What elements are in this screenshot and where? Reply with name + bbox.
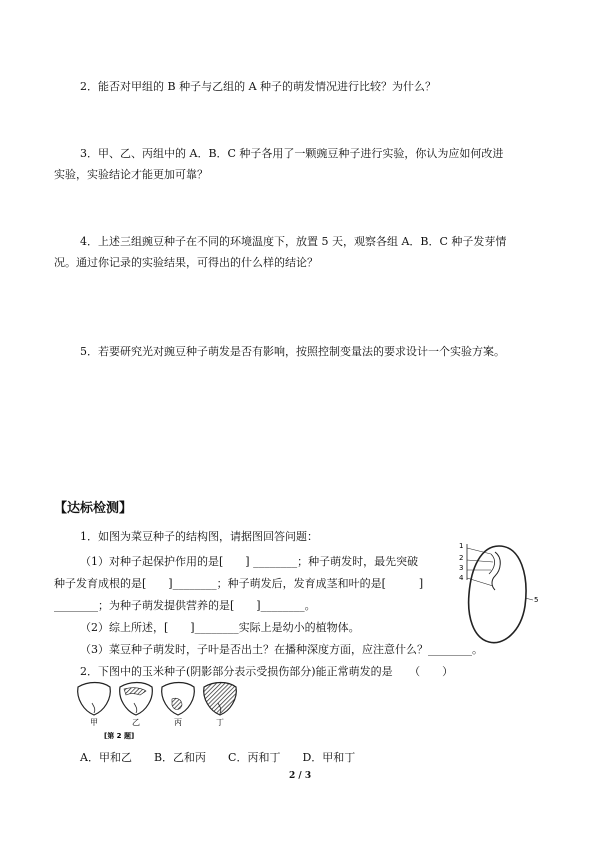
answer-options: A．甲和乙 B．乙和丙 C．丙和丁 D．甲和丁 — [80, 751, 356, 764]
check-item-1-intro: 1．如图为菜豆种子的结构图，请据图回答问题： — [80, 530, 318, 543]
bean-label-2: 2 — [459, 554, 464, 562]
corn-seed-yi — [120, 683, 153, 716]
check-item-1-line-5: （3）菜豆种子萌发时，子叶是否出土？在播种深度方面，应注意什么？________。 — [80, 643, 483, 656]
corn-seed-ding — [204, 683, 237, 716]
check-item-1-line-4: （2）综上所述，[ ]________实际上是幼小的植物体。 — [80, 621, 360, 634]
question-5: 5．若要研究光对豌豆种子萌发是否有影响，按照控制变量法的要求设计一个实验方案。 — [80, 345, 505, 358]
question-2: 2．能否对甲组的 B 种子与乙组的 A 种子的萌发情况进行比较？为什么？ — [80, 80, 437, 93]
bean-label-5: 5 — [534, 596, 539, 604]
corn-label-jia: 甲 — [90, 718, 98, 727]
check-item-1-line-1: （1）对种子起保护作用的是[ ] ________；种子萌发时，最先突破 — [80, 555, 419, 568]
bean-seed-figure — [455, 536, 545, 646]
page-number: 2 / 3 — [289, 771, 312, 781]
corn-label-ding: 丁 — [216, 718, 224, 727]
question-3-line-1: 3．甲、乙、丙组中的 A．B．C 种子各用了一颗豌豆种子进行实验，你认为应如何改进 — [80, 147, 504, 160]
section-title: 【达标检测】 — [54, 501, 133, 516]
bean-label-4: 4 — [459, 574, 464, 582]
check-item-1-line-2: 种子发育成根的是[ ]________；种子萌发后，发育成茎和叶的是[ ] — [54, 577, 424, 590]
corn-label-yi: 乙 — [132, 718, 140, 727]
bean-label-1: 1 — [459, 542, 464, 550]
check-item-2: 2．下图中的玉米种子(阴影部分表示受损伤部分)能正常萌发的是 （ ） — [80, 665, 454, 678]
corn-seed-jia — [78, 683, 111, 716]
question-4-line-1: 4．上述三组豌豆种子在不同的环境温度下，放置 5 天，观察各组 A．B．C 种子发芽情 — [80, 235, 507, 248]
bean-label-3: 3 — [459, 564, 464, 572]
corn-seeds-figure — [74, 681, 244, 741]
question-3-line-2: 实验，实验结论才能更加可靠？ — [54, 168, 208, 181]
corn-figure-caption: [第 2 题] — [104, 732, 135, 740]
question-4-line-2: 况。通过你记录的实验结果，可得出的什么样的结论？ — [54, 256, 318, 269]
check-item-1-line-3: ________；为种子萌发提供营养的是[ ]________。 — [54, 599, 316, 612]
corn-label-bing: 丙 — [174, 718, 182, 727]
